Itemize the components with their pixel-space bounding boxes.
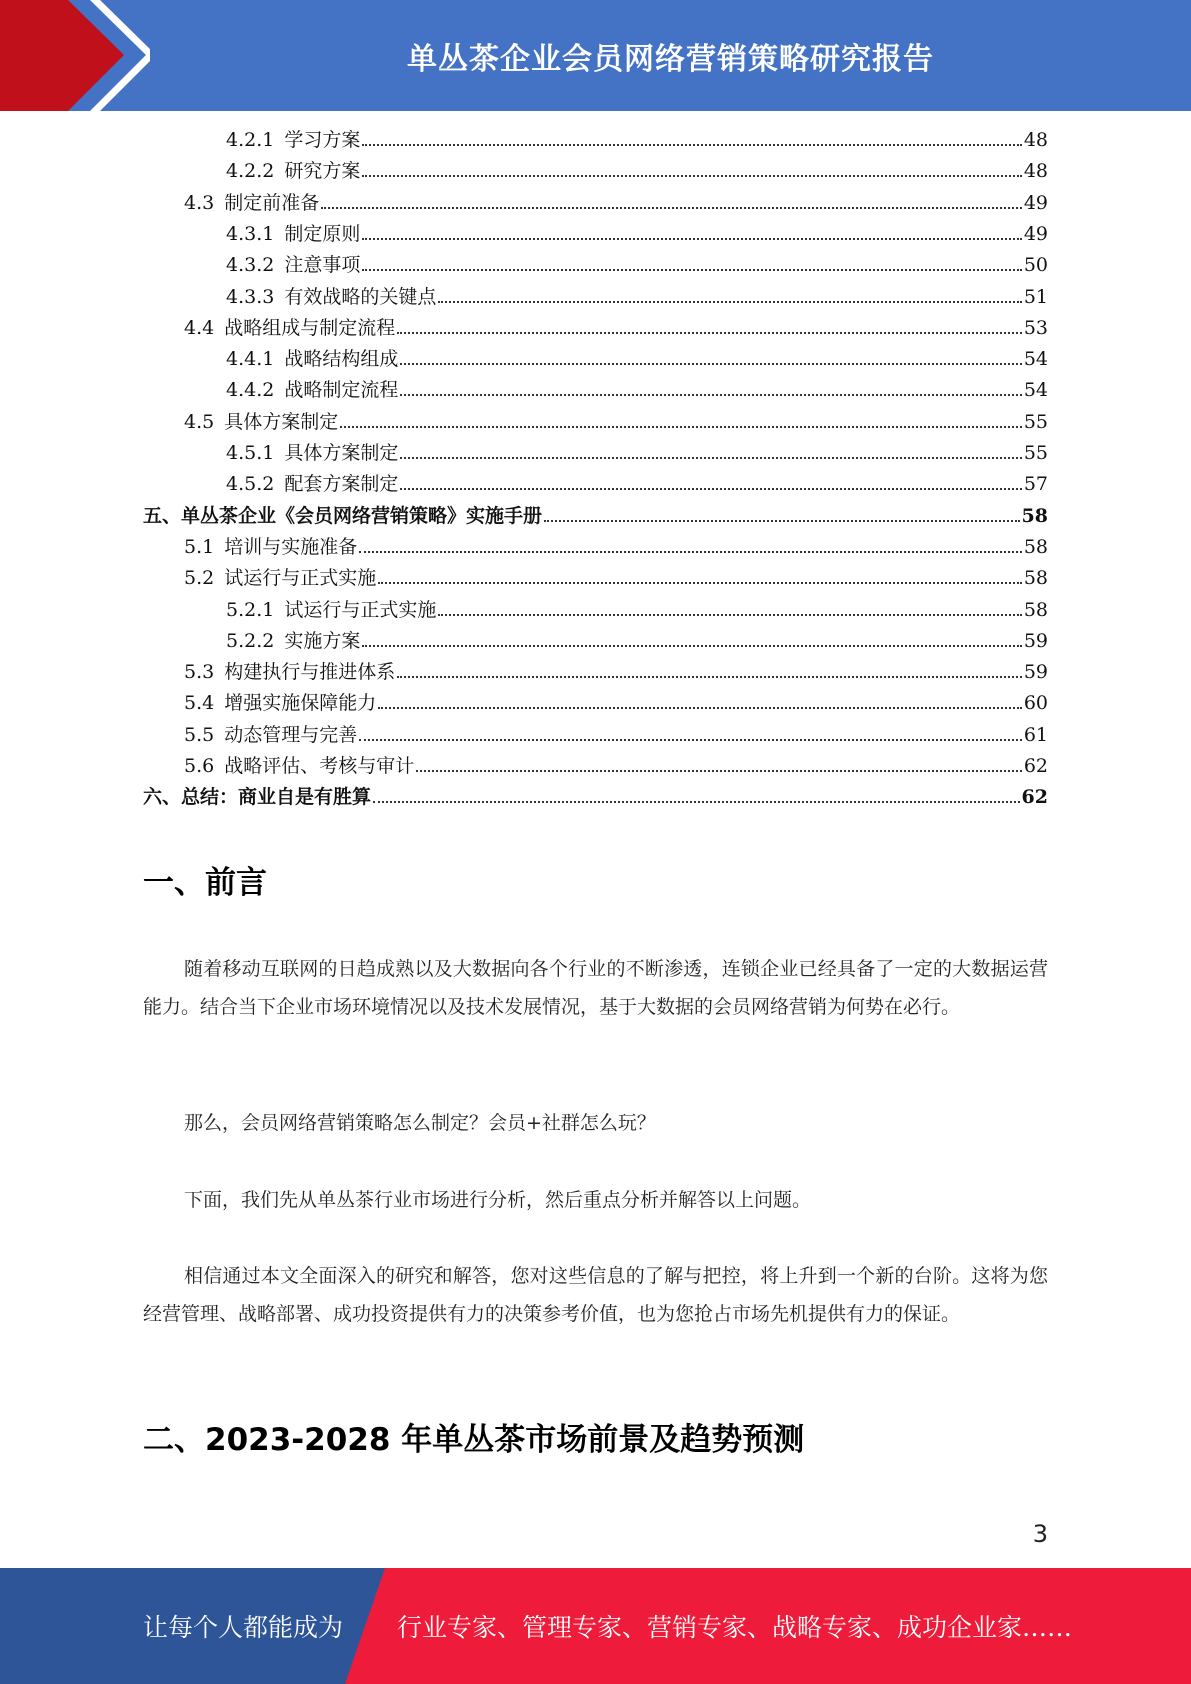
toc-entry-number: 4.5.2 <box>226 473 275 496</box>
toc-dot-leader <box>438 301 1021 303</box>
paragraph: 随着移动互联网的日趋成熟以及大数据向各个行业的不断渗透，连锁企业已经具备了一定的大数据运营能力。结合当下企业市场环境情况以及技术发展情况，基于大数据的会员网络营销为何势在必行。 <box>143 958 1048 1018</box>
toc-dot-leader <box>397 676 1022 678</box>
toc-entry-title: 增强实施保障能力 <box>224 692 377 715</box>
section-heading-market-forecast: 二、2023-2028 年单丛茶市场前景及趋势预测 <box>143 1422 805 1458</box>
toc-entry-page: 60 <box>1023 692 1048 715</box>
toc-entry-page: 58 <box>1023 567 1048 590</box>
page-number: 3 <box>1032 1520 1048 1548</box>
toc-entry-page: 61 <box>1023 723 1048 746</box>
section-heading-preface: 一、前言 <box>143 865 267 901</box>
toc-entry-number: 4.4.1 <box>226 348 275 371</box>
toc-entry[interactable] <box>184 409 1048 435</box>
toc-dot-leader <box>544 520 1020 522</box>
toc-entry-number: 五、 <box>143 504 182 527</box>
toc-entry-page: 58 <box>1023 598 1048 621</box>
header-bar <box>0 0 1191 111</box>
toc-dot-leader <box>438 614 1021 616</box>
toc-entry-title: 制定原则 <box>284 222 361 245</box>
toc-entry[interactable] <box>226 346 1048 372</box>
toc-entry[interactable] <box>184 722 1048 748</box>
toc-entry-number: 4.3.3 <box>226 285 275 308</box>
toc-entry-title: 总结：商业自是有胜算 <box>181 786 372 809</box>
paragraph: 下面，我们先从单丛茶行业市场进行分析，然后重点分析并解答以上问题。 <box>184 1189 812 1211</box>
toc-entry-number: 4.5.1 <box>226 442 275 464</box>
toc-entry-number: 5.4 <box>184 692 215 715</box>
paragraph: 相信通过本文全面深入的研究和解答，您对这些信息的了解与把控，将上升到一个新的台阶。这将为您经营管理、战略部署、成功投资提供有力的决策参考价值，也为您抢占市场先机提供有力的保证。 <box>143 1265 1048 1325</box>
toc-entry-page: 62 <box>1023 755 1048 777</box>
toc-dot-leader <box>416 770 1022 772</box>
toc-entry-number: 5.1 <box>184 535 215 558</box>
toc-dot-leader <box>362 269 1021 271</box>
toc-dot-leader <box>400 457 1021 459</box>
paragraph: 那么，会员网络营销策略怎么制定？会员+社群怎么玩？ <box>184 1112 656 1134</box>
toc-entry[interactable] <box>226 252 1048 278</box>
toc-entry[interactable] <box>226 440 1048 466</box>
toc-entry-title: 具体方案制定 <box>284 442 399 464</box>
toc-entry-page: 55 <box>1023 442 1048 464</box>
toc-entry-number: 5.6 <box>184 755 215 777</box>
toc-entry-number: 5.2 <box>184 567 215 590</box>
toc-entry-title: 战略评估、考核与审计 <box>224 755 415 777</box>
toc-entry-page: 62 <box>1021 786 1048 809</box>
footer-banner <box>0 1568 1191 1684</box>
toc-entry-number: 4.3 <box>184 191 215 214</box>
toc-entry-number: 5.2.1 <box>226 598 275 621</box>
toc-entry-page: 48 <box>1023 129 1048 151</box>
toc-entry-title: 培训与实施准备 <box>224 535 358 558</box>
toc-dot-leader <box>359 551 1022 553</box>
toc-entry-page: 54 <box>1023 379 1048 402</box>
toc-entry-number: 5.5 <box>184 723 215 746</box>
toc-dot-leader <box>400 394 1021 396</box>
toc-entry-page: 59 <box>1023 661 1048 684</box>
toc-entry-title: 试运行与正式实施 <box>284 598 437 621</box>
toc-entry-number: 4.3.1 <box>226 222 275 245</box>
toc-entry[interactable] <box>226 284 1048 310</box>
toc-entry-number: 4.4 <box>184 316 215 339</box>
toc-dot-leader <box>362 175 1021 177</box>
toc-entry-page: 53 <box>1023 316 1048 339</box>
toc-entry-page: 55 <box>1023 410 1048 433</box>
toc-dot-leader <box>362 238 1021 240</box>
toc-entry[interactable] <box>226 471 1048 497</box>
toc-dot-leader <box>359 739 1022 741</box>
toc-entry-page: 58 <box>1023 535 1048 558</box>
toc-entry-title: 学习方案 <box>284 129 361 151</box>
toc-entry[interactable] <box>143 784 1048 810</box>
toc-entry-page: 49 <box>1023 191 1048 214</box>
toc-entry-title: 实施方案 <box>284 629 361 652</box>
toc-dot-leader <box>400 488 1021 490</box>
toc-dot-leader <box>378 582 1022 584</box>
toc-entry[interactable] <box>184 534 1048 560</box>
toc-entry[interactable] <box>184 565 1048 591</box>
toc-entry[interactable] <box>184 190 1048 216</box>
toc-entry-title: 战略制定流程 <box>284 379 399 402</box>
toc-dot-leader <box>340 426 1022 428</box>
toc-entry-title: 有效战略的关键点 <box>284 285 437 308</box>
footer-slogan-left: 让每个人都能成为 <box>143 1613 344 1642</box>
toc-entry-title: 动态管理与完善 <box>224 723 358 746</box>
toc-entry-title: 研究方案 <box>284 160 361 183</box>
toc-entry[interactable] <box>226 127 1048 153</box>
toc-entry[interactable] <box>184 753 1048 779</box>
toc-entry[interactable] <box>184 659 1048 685</box>
toc-dot-leader <box>397 332 1022 334</box>
toc-dot-leader <box>362 645 1021 647</box>
toc-entry-page: 58 <box>1021 504 1048 527</box>
document-title: 单丛茶企业会员网络营销策略研究报告 <box>407 41 934 77</box>
toc-entry-title: 战略组成与制定流程 <box>224 316 396 339</box>
toc-dot-leader <box>321 207 1022 209</box>
toc-entry-number: 5.3 <box>184 661 215 684</box>
footer-slogan-right: 行业专家、管理专家、营销专家、战略专家、成功企业家…… <box>397 1613 1073 1642</box>
toc-dot-leader <box>378 707 1022 709</box>
toc-entry-page: 57 <box>1023 473 1048 496</box>
toc-entry[interactable] <box>226 221 1048 247</box>
toc-entry-page: 59 <box>1023 629 1048 652</box>
toc-entry[interactable] <box>226 158 1048 184</box>
toc-entry-title: 战略结构组成 <box>284 348 399 371</box>
toc-entry[interactable] <box>143 503 1048 529</box>
toc-entry-title: 制定前准备 <box>224 191 320 214</box>
toc-entry-page: 54 <box>1023 348 1048 371</box>
toc-entry[interactable] <box>226 597 1048 623</box>
toc-entry-title: 注意事项 <box>284 254 361 277</box>
toc-entry[interactable] <box>184 690 1048 716</box>
toc-entry-page: 50 <box>1023 254 1048 277</box>
toc-entry-title: 配套方案制定 <box>284 473 399 496</box>
toc-entry[interactable] <box>226 377 1048 403</box>
toc-entry-title: 单丛茶企业《会员网络营销策略》实施手册 <box>181 504 543 527</box>
toc-dot-leader <box>400 363 1021 365</box>
toc-entry-title: 构建执行与推进体系 <box>224 661 396 684</box>
toc-entry-page: 51 <box>1023 285 1048 308</box>
toc-entry-number: 5.2.2 <box>226 629 275 652</box>
toc-entry-page: 49 <box>1023 222 1048 245</box>
toc-entry-number: 4.3.2 <box>226 254 275 277</box>
header-red-arrow-decoration <box>0 0 150 111</box>
toc-entry[interactable] <box>184 315 1048 341</box>
toc-entry-number: 4.4.2 <box>226 379 275 402</box>
toc-entry-number: 六、 <box>143 786 182 809</box>
toc-entry-title: 具体方案制定 <box>224 410 339 433</box>
toc-entry-number: 4.2.2 <box>226 160 275 183</box>
toc-dot-leader <box>373 801 1020 803</box>
toc-dot-leader <box>362 144 1021 146</box>
toc-entry-number: 4.2.1 <box>226 129 275 151</box>
toc-entry-page: 48 <box>1023 160 1048 183</box>
toc-entry-number: 4.5 <box>184 410 215 433</box>
toc-entry-title: 试运行与正式实施 <box>224 567 377 590</box>
toc-entry[interactable] <box>226 628 1048 654</box>
